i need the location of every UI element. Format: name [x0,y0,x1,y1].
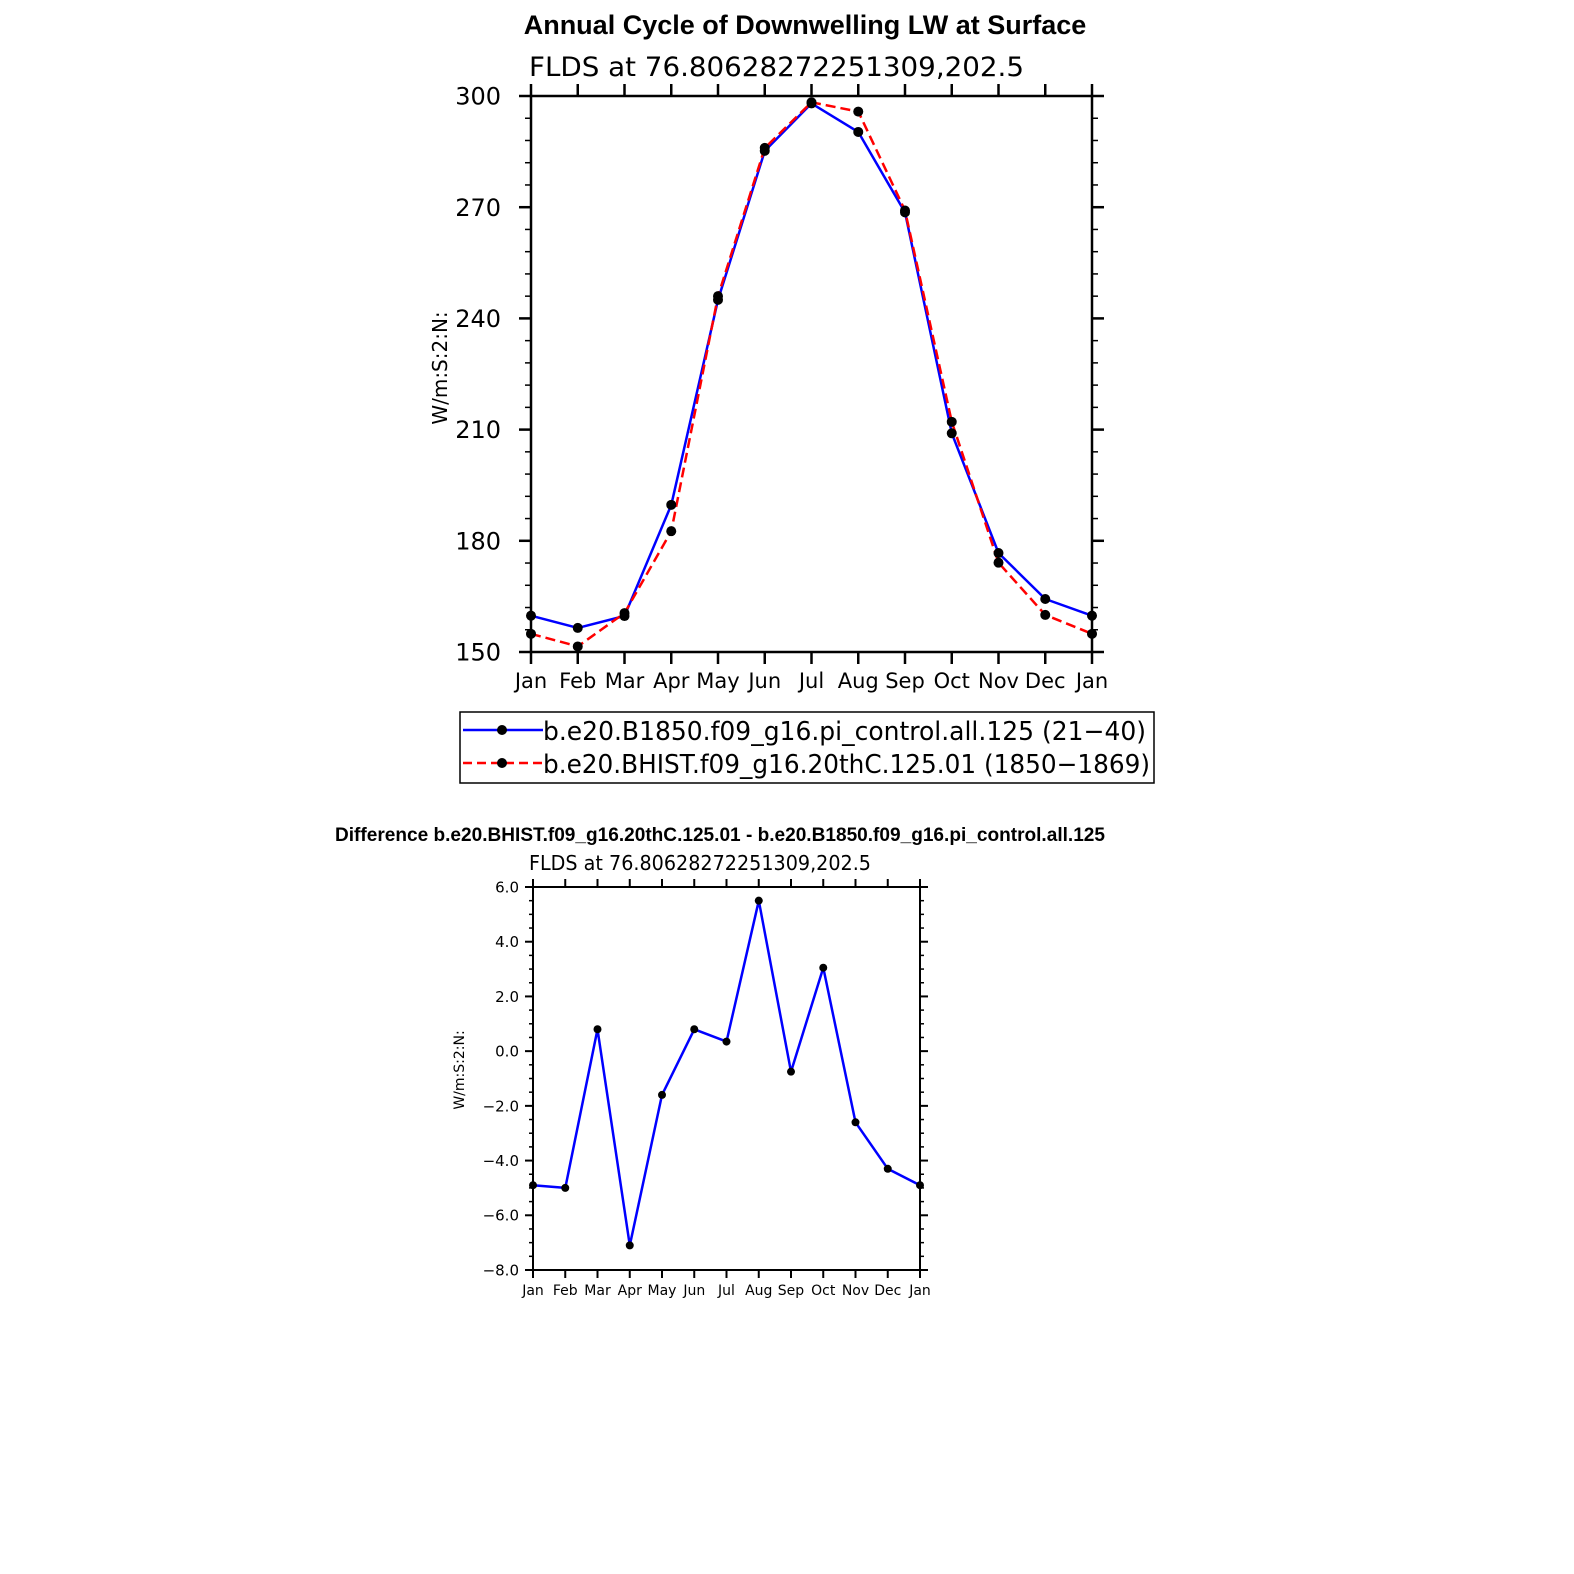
data-point [561,1184,569,1192]
x-tick-label: Oct [811,1283,836,1299]
x-tick-label: Jan [1075,669,1109,693]
y-tick-label: −6.0 [482,1206,519,1225]
axes [483,878,931,1299]
y-axis-label: W/m:S:2:N: [428,311,452,425]
chart-subtitle: FLDS at 76.80628272251309,202.5 [529,851,871,875]
x-tick-label: Aug [745,1283,773,1299]
y-tick-label: 4.0 [495,933,519,952]
data-point [1087,611,1097,621]
difference-chart [335,825,1105,1299]
x-tick-label: Apr [653,669,690,693]
y-tick-label: 210 [455,416,501,445]
data-point [947,417,957,427]
y-tick-label: 0.0 [495,1042,519,1061]
data-point [884,1165,892,1173]
x-tick-label: Mar [584,1283,611,1299]
y-tick-label: −8.0 [482,1261,519,1280]
y-tick-label: 300 [455,82,501,111]
x-tick-label: Jan [909,1283,931,1299]
y-tick-label: −4.0 [482,1151,519,1170]
x-tick-label: Jul [718,1283,735,1299]
data-point [573,641,583,651]
y-tick-label: 6.0 [495,878,519,897]
series-line-0 [531,103,1092,628]
x-tick-label: Sep [885,669,925,693]
x-tick-label: Nov [978,669,1019,693]
data-point [994,558,1004,568]
x-tick-label: Mar [604,669,645,693]
data-point [819,964,827,972]
x-tick-label: Sep [777,1283,805,1299]
data-point [666,500,676,510]
data-point [853,127,863,137]
chart-title: Difference b.e20.BHIST.f09_g16.20thC.125.01 - b.e20.B1850.f09_g16.pi_control.all.125 [335,825,1106,846]
data-point [526,629,536,639]
y-tick-label: 2.0 [495,987,519,1006]
data-point [713,291,723,301]
series-line-0 [533,901,920,1246]
y-tick-label: 240 [455,305,501,334]
data-point [626,1241,634,1249]
data-point [658,1091,666,1099]
data-point [807,97,817,107]
data-point [900,206,910,216]
x-tick-label: Nov [841,1283,870,1299]
x-tick-label: Dec [874,1283,902,1299]
y-tick-label: −2.0 [482,1097,519,1116]
data-point [620,608,630,618]
y-axis-label: W/m:S:2:N: [452,1030,468,1110]
data-point [787,1068,795,1076]
data-point [916,1181,924,1189]
data-point [947,428,957,438]
legend-marker-control [497,725,507,735]
chart-title: Annual Cycle of Downwelling LW at Surface [523,10,1087,40]
x-tick-label: Aug [837,669,879,693]
data-point [1040,610,1050,620]
legend [460,712,1154,783]
x-tick-label: Jun [683,1283,706,1299]
x-tick-label: May [647,1283,677,1299]
series-line-1 [531,102,1092,646]
axes [455,83,1108,693]
series-group [529,897,924,1250]
x-tick-label: Oct [933,669,970,693]
data-point [723,1038,731,1046]
chart-subtitle: FLDS at 76.80628272251309,202.5 [529,52,1024,83]
plot-frame [531,96,1092,652]
data-point [526,611,536,621]
x-tick-label: Jul [798,669,825,693]
annual-cycle-chart [428,10,1154,783]
y-tick-label: 270 [455,193,501,222]
plot-frame [533,887,920,1270]
x-tick-label: Dec [1024,669,1066,693]
x-tick-label: Jan [514,669,548,693]
data-point [852,1118,860,1126]
data-point [760,143,770,153]
data-point [594,1025,602,1033]
legend-label-control: b.e20.B1850.f09_g16.pi_control.all.125 (21−40) [543,717,1146,747]
data-point [529,1181,537,1189]
x-tick-label: Jun [748,669,782,693]
data-point [755,897,763,905]
x-tick-label: May [696,669,740,693]
x-tick-label: Apr [617,1283,642,1299]
legend-label-hist: b.e20.BHIST.f09_g16.20thC.125.01 (1850−1869) [543,750,1150,780]
series-group [526,97,1097,651]
y-tick-label: 150 [455,638,501,667]
data-point [666,526,676,536]
data-point [994,548,1004,558]
data-point [1087,629,1097,639]
data-point [853,107,863,117]
data-point [1040,594,1050,604]
data-point [573,623,583,633]
y-tick-label: 180 [455,527,501,556]
data-point [690,1025,698,1033]
x-tick-label: Feb [559,669,597,693]
legend-marker-hist [497,758,507,768]
x-tick-label: Jan [522,1283,544,1299]
x-tick-label: Feb [552,1283,578,1299]
